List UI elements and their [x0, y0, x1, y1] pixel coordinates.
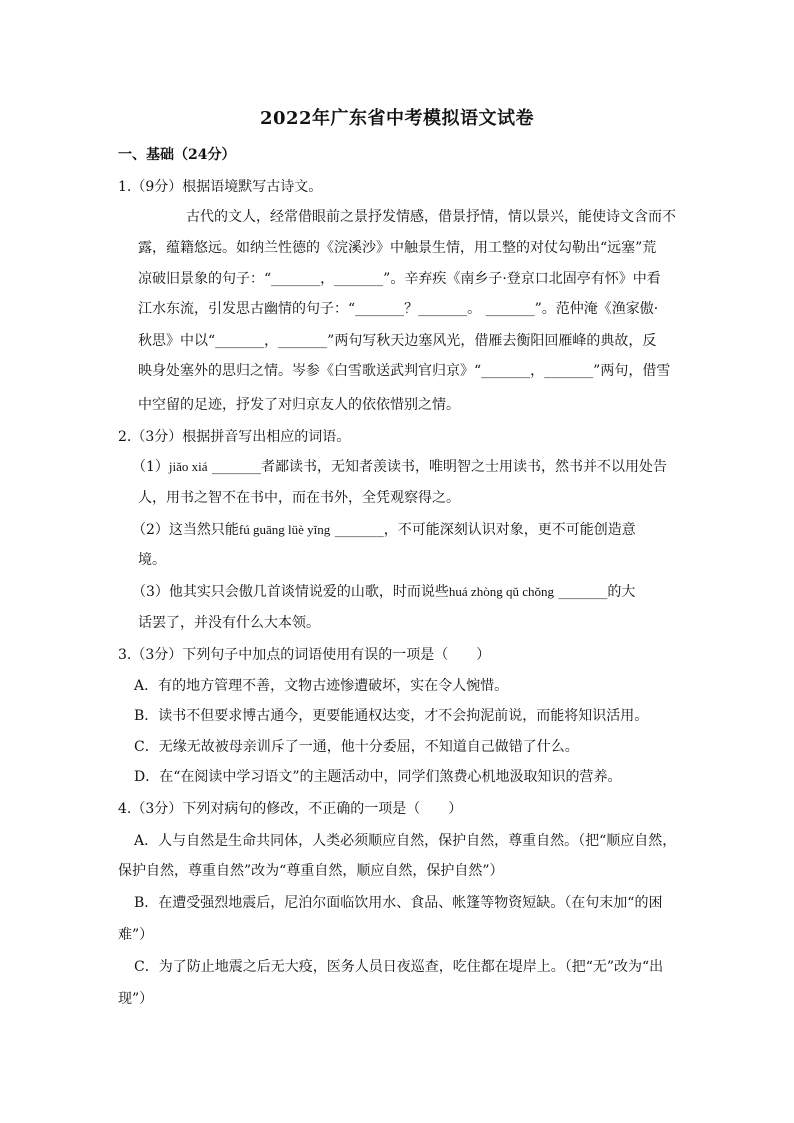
q2-item-3-cont: 话罢了，并没有什么大本领。	[138, 615, 320, 631]
q1-line-7: 中空留的足迹，抒发了对归京友人的依依惜别之情。	[138, 397, 460, 413]
q2-item-1-pinyin: jiǎo xiá	[168, 459, 208, 474]
q1-line-5: 秋思》中以“_______，_______”两句写秋天边塞风光，借雁去衡阳回雁峰的典故，反	[138, 333, 657, 349]
q1-heading: 1.（9分）根据语境默写古诗文。	[118, 179, 323, 195]
q4-option-c-cont: 现”）	[118, 991, 154, 1007]
q2-item-3-pinyin: huá zhòng qǔ chǒng	[448, 584, 554, 599]
q2-item-2-cont: 境。	[138, 552, 166, 568]
q2-item-1-cont: 人，用书之智不在书中，而在书外，全凭观察得之。	[138, 490, 460, 506]
q1-line-6: 映身处塞外的思归之情。岑参《白雪歌送武判官归京》“_______，_______”两句，借雪	[138, 363, 671, 379]
q2-item-3-text: _______的大	[553, 584, 636, 600]
q1-line-1: 古代的文人，经常借眼前之景抒发情感，借景抒情，情以景兴，能使诗文含而不	[186, 209, 676, 225]
q2-item-1	[132, 458, 667, 476]
q2-item-2-label: （2）这当然只能	[132, 522, 239, 538]
q1-line-4: 江水东流，引发思古幽情的句子：“_______？_______。 _______”。范仲淹《渔家傲·	[138, 301, 659, 317]
q3-heading: 3.（3分）下列句子中加点的词语使用有误的一项是（ ）	[118, 647, 491, 663]
q4-option-b-cont: 难”）	[118, 927, 154, 943]
q4-option-b: B．在遭受强烈地震后，尼泊尔面临饮用水、食品、帐篷等物资短缺。（在句末加“的困	[134, 895, 663, 911]
q4-option-a: A．人与自然是生命共同体，人类必须顺应自然，保护自然，尊重自然。（把“顺应自然，	[134, 833, 677, 849]
q4-option-a-cont: 保护自然，尊重自然”改为“尊重自然，顺应自然，保护自然”）	[118, 863, 504, 879]
q4-heading: 4.（3分）下列对病句的修改，不正确的一项是（ ）	[118, 801, 463, 817]
q3-option-a: A．有的地方管理不善，文物古迹惨遭破坏，实在令人惋惜。	[134, 678, 509, 694]
q2-item-1-text: _______者鄙读书，无知者羡读书，唯明智之士用读书，然书并不以用处告	[207, 459, 668, 475]
q2-item-2-pinyin: fú guāng lüè yǐng	[238, 522, 331, 537]
q1-line-3: 凉破旧景象的句子：“_______，_______”。辛弃疾《南乡子·登京口北固亭有怀》中看	[138, 271, 661, 287]
q1-line-2: 露，蕴籍悠远。如纳兰性德的《浣溪沙》中触景生情，用工整的对仗勾勒出“远塞”荒	[138, 240, 657, 256]
q2-item-2-text: _______，不可能深刻认识对象，更不可能创造意	[330, 522, 636, 538]
q3-option-b: B．读书不但要求博古通今，更要能通权达变，才不会拘泥前说，而能将知识活用。	[134, 708, 649, 724]
q4-option-c: C．为了防止地震之后无大疫，医务人员日夜巡查，吃住都在堤岸上。（把“无”改为“出	[134, 959, 664, 975]
q3-option-c: C．无缘无故被母亲训斥了一通，他十分委屈，不知道自己做错了什么。	[134, 739, 579, 755]
q2-item-3	[132, 583, 635, 601]
q3-option-d: D．在“在阅读中学习语文”的主题活动中，同学们煞费心机地汲取知识的营养。	[134, 769, 622, 785]
q2-item-3-label: （3）他其实只会傲几首谈情说爱的山歌，时而说些	[132, 584, 449, 600]
section-heading: 一、基础（24分）	[118, 147, 236, 163]
q2-item-2	[132, 521, 636, 539]
exam-title: 2022年广东省中考模拟语文试卷	[259, 108, 535, 129]
q2-item-1-label: （1）	[132, 459, 169, 475]
q2-heading: 2.（3分）根据拼音写出相应的词语。	[118, 429, 351, 445]
